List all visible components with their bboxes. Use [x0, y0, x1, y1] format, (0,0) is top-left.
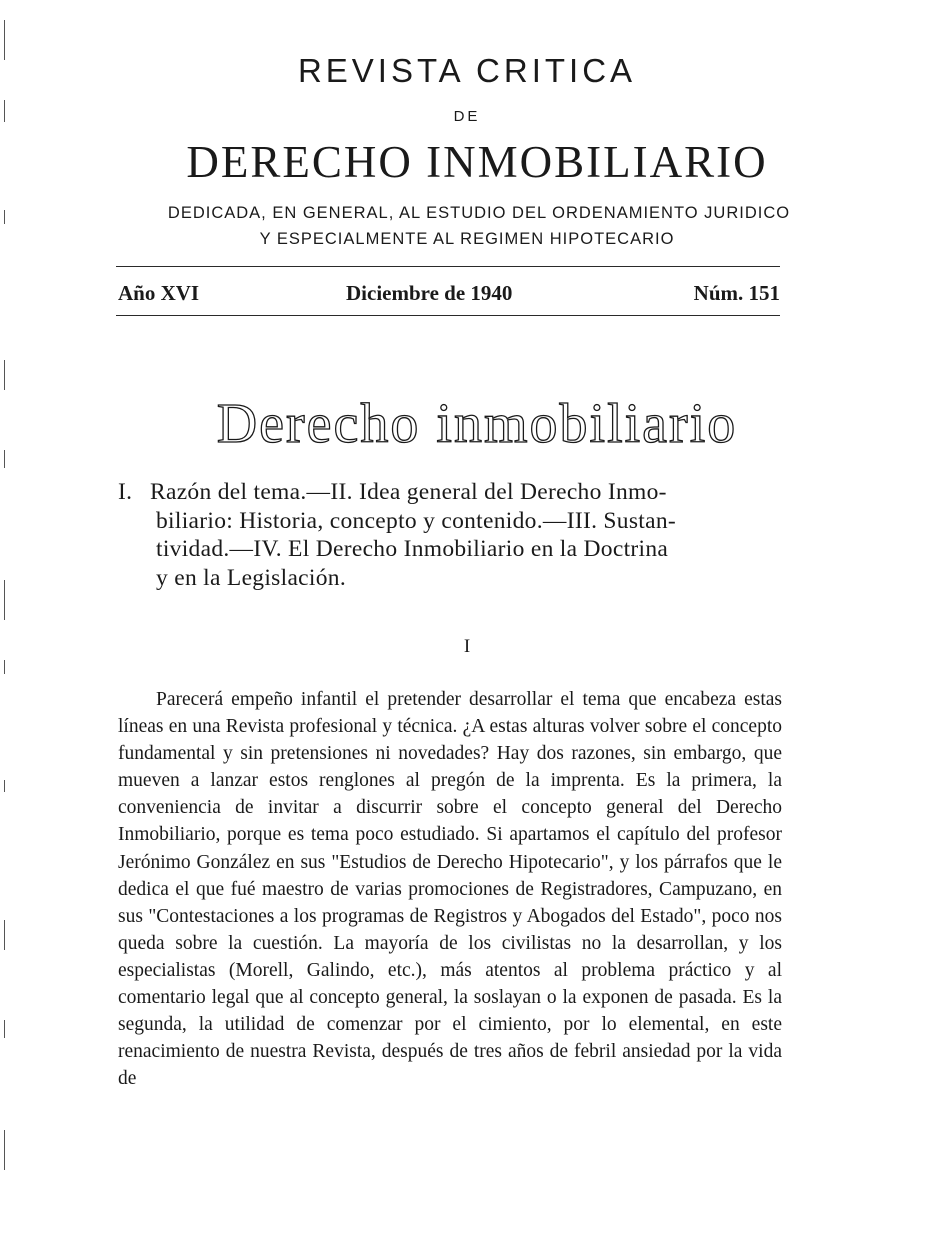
article-contents-summary: [118, 478, 782, 592]
issue-date: Diciembre de 1940: [346, 281, 513, 305]
top-divider: [116, 266, 780, 267]
toc-line-text: Razón del tema.—II. Idea general del Derecho Inmo-: [150, 479, 667, 505]
toc-line: tividad.—IV. El Derecho Inmobiliario en la Doctrina: [156, 536, 669, 562]
body-paragraph: Parecerá empeño infantil el pretender desarrollar el tema que encabeza estas líneas en una Revista profesional y técnica. ¿A estas alturas volver sobre el concepto fundamental y sin pretensiones ni novedades? Hay dos razones, sin embargo, que mueven a lanzar estos renglones al pregón de la imprenta. Es la primera, la conveniencia de invitar a discurrir sobre el concepto general del Derecho Inmobiliario, porque es tema poco estudiado. Si apartamos el capítulo del profesor Jerónimo González en sus "Estudios de Derecho Hipotecario", y los párrafos que le dedica el que fué maestro de varias promociones de Registradores, Campuzano, en sus "Contestaciones a los programas de Registros y Abogados del Estado", poco nos queda sobre la cuestión. La mayoría de los civilistas no la desarrollan, y los especialistas (Morell, Galindo, etc.), más atentos al problema práctico y al comentario legal que al concepto general, la soslayan o la exponen de pasada. Es la segunda, la utilidad de comenzar por el cimiento, por lo elemental, en este renacimiento de nuestra Revista, después de tres años de febril ansiedad por la vida de: [118, 689, 782, 1090]
margin-scan-marks: [4, 20, 10, 1220]
article-body: [118, 686, 782, 1092]
article-title: Derecho inmobiliario: [216, 393, 738, 455]
toc-lead-numeral: I.: [118, 479, 133, 505]
journal-subtitle: DERECHO INMOBILIARIO: [186, 137, 768, 187]
journal-title: REVISTA CRITICA: [297, 52, 637, 89]
dedication-line-1: DEDICADA, EN GENERAL, AL ESTUDIO DEL ORDENAMIENTO JURIDICO: [167, 204, 791, 222]
toc-line: biliario: Historia, concepto y contenido.—III. Sustan-: [156, 507, 677, 534]
bottom-divider: [116, 315, 780, 316]
dedication-line-2: Y ESPECIALMENTE AL REGIMEN HIPOTECARIO: [259, 230, 675, 248]
journal-title-de: DE: [453, 108, 481, 125]
issue-year: Año XVI: [118, 281, 200, 305]
toc-line: [118, 478, 782, 507]
toc-line: y en la Legislación.: [156, 564, 347, 591]
section-numeral: I: [463, 636, 471, 657]
issue-number: Núm. 151: [693, 281, 780, 305]
